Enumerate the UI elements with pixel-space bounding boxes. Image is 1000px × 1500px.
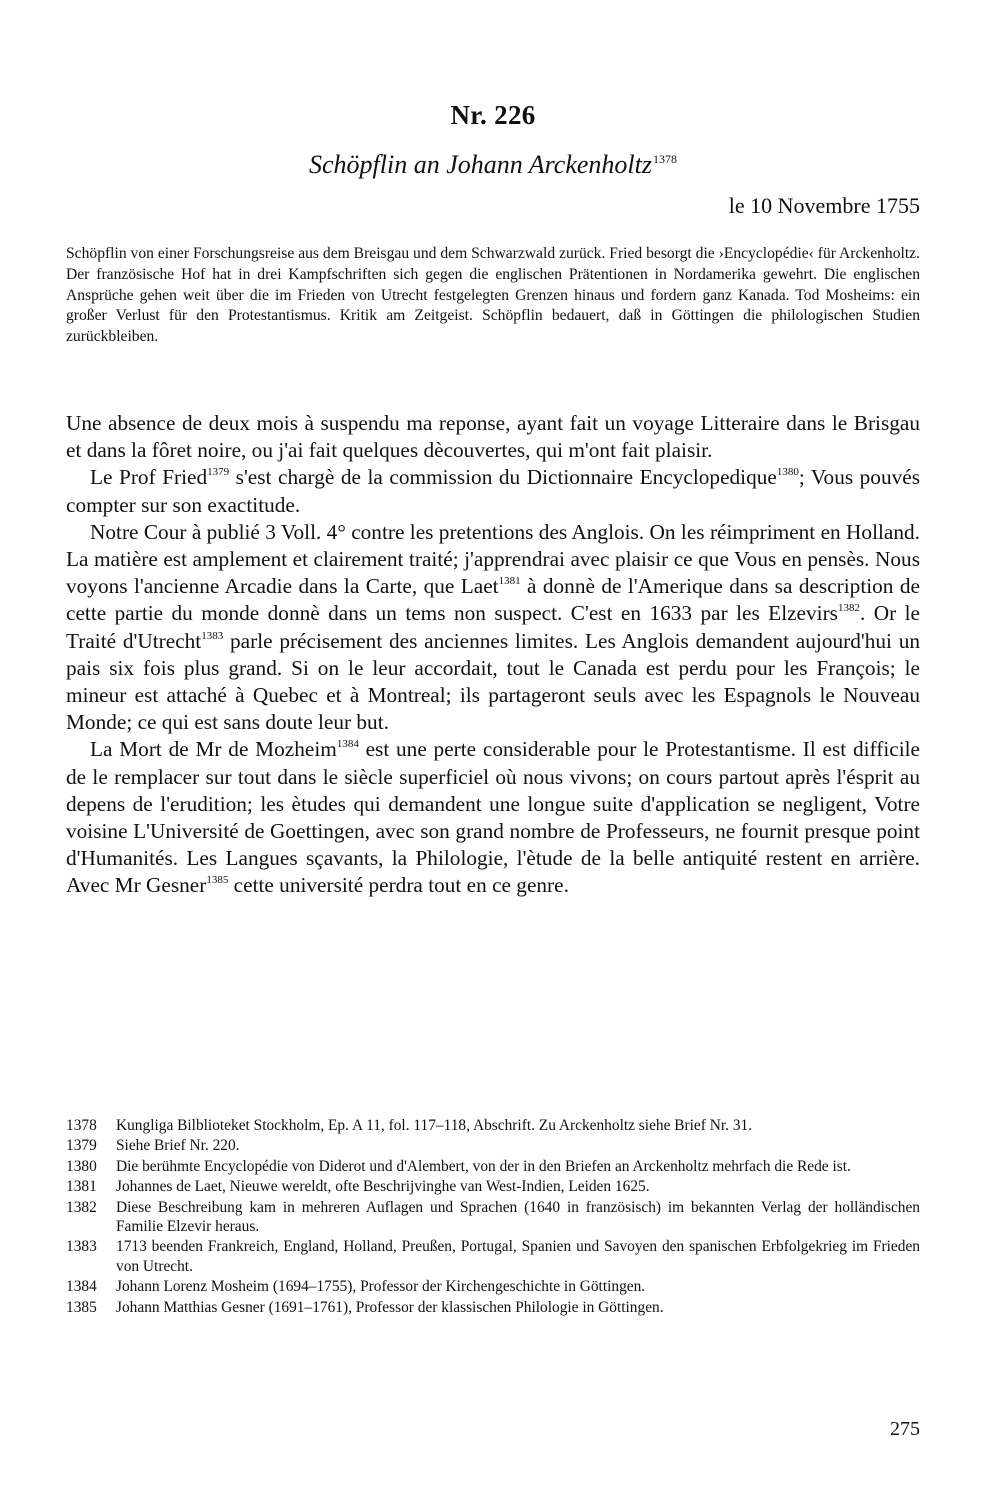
footnote-number: 1380 [66, 1157, 97, 1175]
footnote-number: 1384 [66, 1278, 97, 1296]
footnote [66, 1157, 920, 1176]
text-run: La Mort de Mr de Mozheim [90, 737, 337, 762]
footnote-text: 1713 beenden Frankreich, England, Holland, Preußen, Portugal, Spanien und Savoyen den spanischen Erbfolgekrieg im Frieden von Utrecht. [116, 1238, 920, 1275]
text-run: est une perte considerable pour le Protestantisme. Il est difficile de le remplacer sur tout dans le siècle superficiel où nous vivons; on cours partout après l'ésprit au depens de l'erudition; les ètudes qui demandent une longue suite d'application se negligent, Votre voisine L'Université de Goettingen, avec son grand nombre de Professeurs, ne fournit presque point d'Humanités. Les Langues sçavants, la Philologie, l'ètude de la belle antiquité restent en arrière. Avec Mr Gesner [66, 737, 921, 898]
text-run: cette université perdra tout en ce genre. [228, 873, 569, 898]
footnote-text: Kungliga Bilblioteket Stockholm, Ep. A 11, fol. 117–118, Abschrift. Zu Arckenholtz siehe Brief Nr. 31. [116, 1117, 753, 1134]
footnote-ref: 1383 [201, 629, 224, 642]
footnote-number: 1383 [66, 1238, 97, 1256]
footnote [66, 1298, 920, 1317]
footnote-text: Johannes de Laet, Nieuwe wereldt, ofte Beschrijvinghe van West-Indien, Leiden 1625. [116, 1178, 650, 1196]
footnote [66, 1116, 920, 1135]
footnote-number: 1379 [66, 1137, 97, 1155]
footnote-number: 1382 [66, 1198, 97, 1216]
paragraph [66, 736, 920, 899]
footnote-text: Diese Beschreibung kam in mehreren Auflagen und Sprachen (1640 in französisch) im bekannten Verlag der holländischen Familie Elzevir heraus. [116, 1198, 920, 1236]
footnote-ref: 1382 [837, 602, 860, 615]
page-number: 275 [890, 1418, 920, 1440]
footnote-text: Die berühmte Encyclopédie von Diderot und d'Alembert, von der in den Briefen an Arckenholtz mehrfach die Rede ist. [116, 1157, 851, 1175]
footnote-text: Siehe Brief Nr. 220. [116, 1137, 240, 1155]
footnote [66, 1198, 920, 1237]
footnote [66, 1237, 920, 1276]
footnote-ref: 1380 [776, 466, 799, 479]
letter-date: le 10 Novembre 1755 [728, 193, 920, 218]
letter-number: Nr. 226 [450, 100, 536, 130]
footnote [66, 1177, 920, 1196]
footnote-number: 1378 [66, 1117, 97, 1134]
footnotes [66, 1116, 920, 1318]
paragraph: Une absence de deux mois à suspendu ma reponse, ayant fait un voyage Litteraire dans le Brisgau et dans la fôret noire, ou j'ai fait quelques dècouvertes, qui m'ont fait plaisir. [66, 411, 920, 463]
letter-body [66, 410, 920, 900]
footnote [66, 1277, 920, 1296]
footnote-ref: 1378 [653, 152, 677, 166]
footnote [66, 1136, 920, 1155]
letter-heading [66, 100, 920, 131]
footnote-text: Johann Matthias Gesner (1691–1761), Professor der klassischen Philologie in Göttingen. [116, 1298, 664, 1316]
text-run: ; Vous pouvés compter sur son exactitude. [66, 465, 920, 517]
text-run: à donnè de l'Amerique dans sa description de cette partie du monde donnè dans un tems non suspect. C'est en 1633 par les Elzevirs [66, 574, 920, 626]
paragraph [66, 519, 920, 737]
footnote-ref: 1384 [336, 738, 359, 751]
text-run: s'est chargè de la commission du Dictionnaire Encyclopedique [229, 465, 777, 490]
footnote-ref: 1385 [206, 874, 229, 887]
footnote-text: Johann Lorenz Mosheim (1694–1755), Professor der Kirchengeschichte in Göttingen. [116, 1278, 646, 1296]
text-run: Notre Cour à publié 3 Voll. 4° contre les pretentions des Anglois. On les réimpriment en Holland. La matière est amplement et clairement traité; j'apprendrai avec plaisir ce que Vous en pensès. Nous voyons l'ancienne Arcadie dans la Carte, que Laet [66, 519, 920, 599]
letter-title-text: Schöpflin an Johann Arckenholtz [308, 150, 652, 179]
letter-title [66, 150, 920, 180]
footnote-number: 1381 [66, 1178, 97, 1196]
letter-summary: Schöpflin von einer Forschungsreise aus dem Breisgau und dem Schwarzwald zurück. Fried besorgt die ›Encyclopédie‹ für Arckenholtz. Der französische Hof hat in drei Kampfschriften sich gegen die englischen Prätentionen in Nordamerika gewehrt. Die englischen Ansprüche gehen weit über die im Frieden von Utrecht festgelegten Grenzen hinaus und fordern ganz Kanada. Tod Mosheims: ein großer Verlust für den Protestantismus. Kritik am Zeitgeist. Schöpflin bedauert, daß in Göttingen die philologischen Studien zurückbleiben. [66, 245, 920, 346]
text-run: . Or le Traité d'Utrecht [66, 601, 920, 653]
text-run: Le Prof Fried [90, 465, 208, 490]
text-run: parle précisement des anciennes limites. Les Anglois demandent aujourd'hui un pais six fois plus grand. Si on le leur accordait, tout le Canada est perdu pour les François; le mineur est attaché à Quebec et à Montreal; ils partageront seuls avec les Espagnols le Nouveau Monde; ce qui est sans doute leur but. [66, 628, 920, 735]
footnote-ref: 1379 [207, 466, 230, 479]
footnote-ref: 1381 [498, 575, 521, 588]
footnote-number: 1385 [66, 1298, 97, 1316]
paragraph [66, 464, 920, 518]
